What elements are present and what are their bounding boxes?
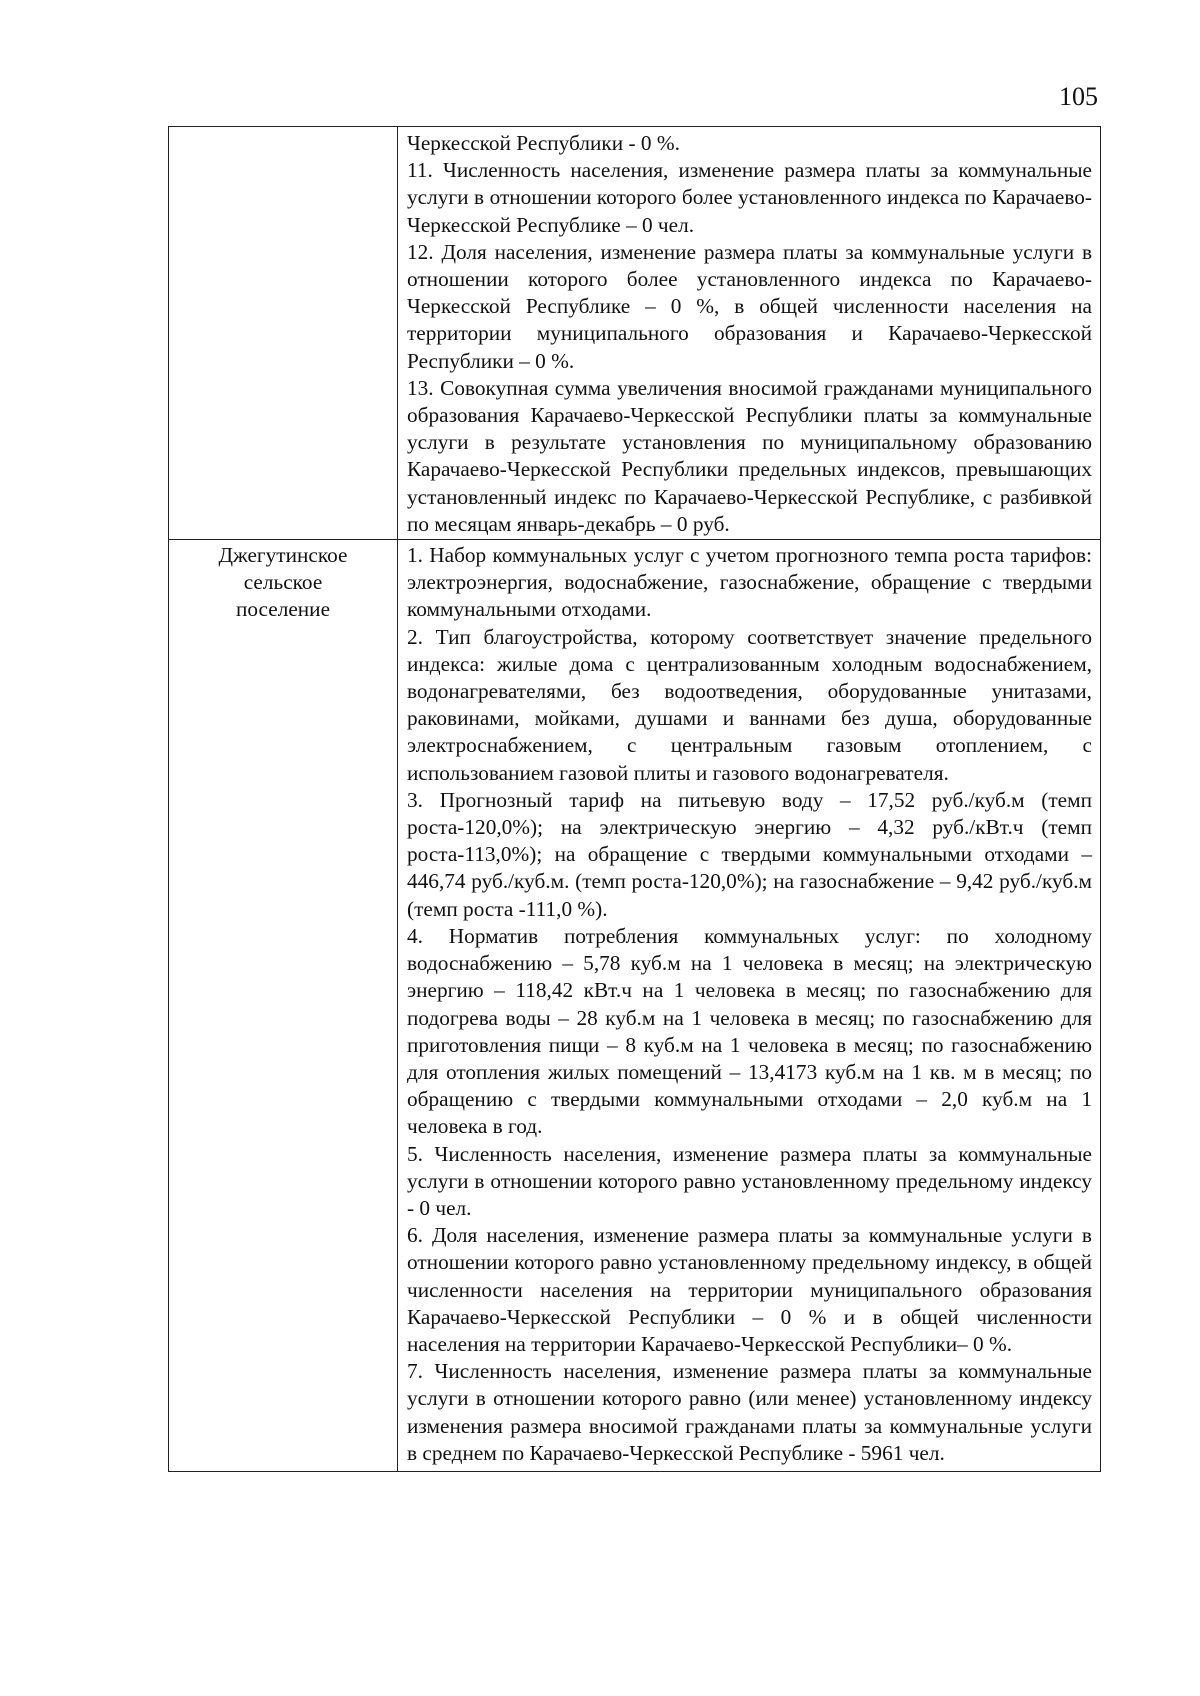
details-cell bbox=[398, 540, 1101, 1472]
paragraph: 4. Норматив потребления коммунальных услуг: по холодному водоснабжению – 5,78 куб.м на 1 человека в месяц; на электрическую энергию – 118,42 кВт.ч на 1 человека в месяц; по газоснабжению для подогрева воды – 28 куб.м на 1 человека в месяц; по газоснабжению для приготовления пищи – 8 куб.м на 1 человека в месяц; по газоснабжению для отопления жилых помещений – 13,4173 куб.м на 1 кв. м в месяц; по обращению с твердыми коммунальными отходами – 2,0 куб.м на 1 человека в год. bbox=[407, 923, 1092, 1139]
paragraph: 7. Численность населения, изменение размера платы за коммунальные услуги в отношении которого равно (или менее) установленному индексу изменения размера вносимой гражданами платы за коммунальные услуги в среднем по Карачаево-Черкесской Республике - 5961 чел. bbox=[407, 1359, 1092, 1465]
paragraph: 11. Численность населения, изменение размера платы за коммунальные услуги в отношении которого более установленного индекса по Карачаево-Черкесской Республике – 0 чел. bbox=[407, 158, 1092, 237]
paragraph: 2. Тип благоустройства, которому соответствует значение предельного индекса: жилые дома с централизованным холодным водоснабжением, водонагревателями, без водоотведения, оборудованные унитазами, раковинами, мойками, душами и ваннами без душа, оборудованные электроснабжением, с центральным газовым отоплением, с использованием газовой плиты и газового водонагревателя. bbox=[407, 624, 1092, 785]
table-row bbox=[169, 127, 1101, 540]
paragraph: Черкесской Республики - 0 %. bbox=[407, 131, 680, 155]
settlement-cell bbox=[169, 127, 398, 540]
paragraph: 6. Доля населения, изменение размера платы за коммунальные услуги в отношении которого равно установленному предельному индексу, в общей численности населения на территории муниципального образования Карачаево-Черкесской Республики – 0 % и в общей численности населения на территории Карачаево-Черкесской Республики– 0 %. bbox=[407, 1223, 1092, 1356]
indices-table bbox=[168, 126, 1101, 1472]
paragraph: 1. Набор коммунальных услуг с учетом прогнозного темпа роста тарифов: электроэнергия, водоснабжение, газоснабжение, обращение с твердыми коммунальными отходами. bbox=[407, 543, 1092, 622]
page-number: 105 bbox=[1059, 82, 1098, 111]
table-row bbox=[169, 540, 1101, 1472]
paragraph: 3. Прогнозный тариф на питьевую воду – 17,52 руб./куб.м (темп роста-120,0%); на электрическую энергию – 4,32 руб./кВт.ч (темп роста-113,0%); на обращение с твердыми коммунальными отходами – 446,74 руб./куб.м. (темп роста-120,0%); на газоснабжение – 9,42 руб./куб.м (темп роста -111,0 %). bbox=[407, 787, 1092, 921]
details-cell bbox=[398, 127, 1101, 540]
paragraph: 12. Доля населения, изменение размера платы за коммунальные услуги в отношении которого более установленного индекса по Карачаево-Черкесской Республике – 0 %, в общей численности населения на территории муниципального образования и Карачаево-Черкесской Республики – 0 %. bbox=[407, 239, 1092, 373]
settlement-name: Джегутинское сельское поселение bbox=[218, 543, 348, 622]
settlement-cell bbox=[169, 540, 398, 1472]
paragraph: 5. Численность населения, изменение размера платы за коммунальные услуги в отношении которого равно установленному предельному индексу - 0 чел. bbox=[407, 1141, 1092, 1220]
paragraph: 13. Совокупная сумма увеличения вносимой гражданами муниципального образования Карачаево-Черкесской Республики платы за коммунальные услуги в результате установления по муниципальному образованию Карачаево-Черкесской Республики предельных индексов, превышающих установленный индекс по Карачаево-Черкесской Республике, с разбивкой по месяцам январь-декабрь – 0 руб. bbox=[407, 375, 1092, 536]
